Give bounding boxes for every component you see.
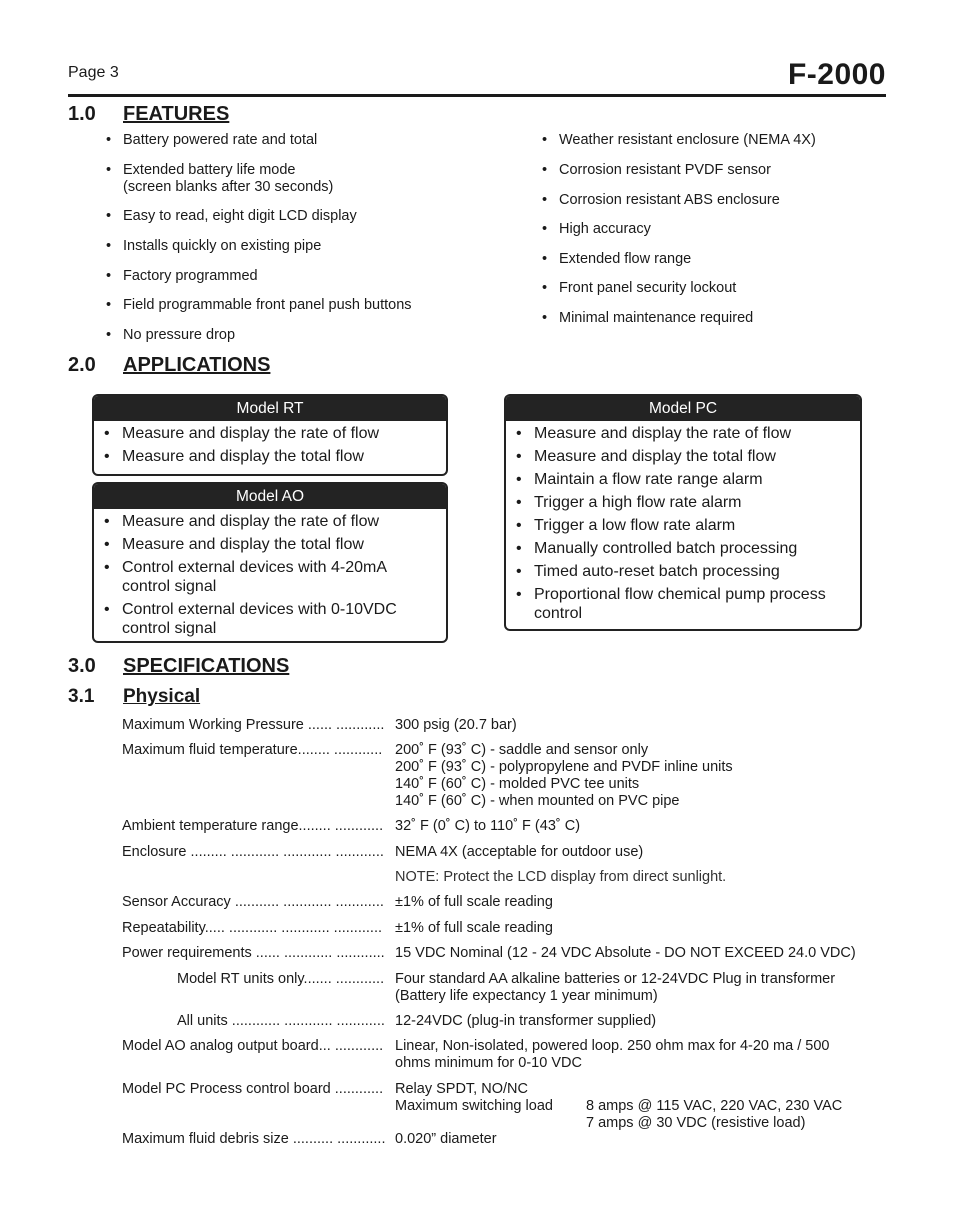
list-item: • Measure and display the total flow: [102, 447, 440, 466]
list-item: • Corrosion resistant ABS enclosure: [542, 192, 882, 221]
list-item: • Measure and display the total flow: [514, 447, 854, 466]
document-title: F-2000: [787, 58, 886, 91]
switching-load-values: 8 amps @ 115 VAC, 220 VAC, 230 VAC 7 amps @ 30 VDC (resistive load): [586, 1098, 843, 1131]
list-item: • Trigger a low flow rate alarm: [514, 516, 854, 535]
section-number: 3.0: [68, 655, 96, 677]
list-item: • Measure and display the rate of flow: [102, 424, 440, 443]
list-item: • Trigger a high flow rate alarm: [514, 493, 854, 512]
page-label: Page 3: [68, 64, 119, 81]
list-item: • Weather resistant enclosure (NEMA 4X): [542, 132, 882, 162]
list-item: • No pressure drop: [106, 327, 506, 347]
list-item: • Extended battery life mode (screen blanks after 30 seconds): [106, 162, 506, 208]
section-number: 2.0: [68, 354, 96, 376]
list-item: • Measure and display the total flow: [102, 535, 440, 554]
list-item: • Control external devices with 4-20mA control signal: [102, 558, 440, 596]
list-item: • High accuracy: [542, 221, 882, 251]
section-title: FEATURES: [123, 103, 230, 125]
switching-load-label: Maximum switching load: [395, 1098, 553, 1114]
list-item: • Manually controlled batch processing: [514, 539, 854, 558]
list-item: • Factory programmed: [106, 268, 506, 297]
list-item: • Extended flow range: [542, 251, 882, 280]
section-number: 1.0: [68, 103, 96, 125]
model-pc-title: Model PC: [506, 396, 860, 421]
list-item: • Measure and display the rate of flow: [102, 512, 440, 531]
section-number: 3.1: [68, 686, 95, 707]
spec-table: Maximum Working Pressure ...... ............ 300 psig (20.7 bar) Maximum fluid temperature........ ............ 200˚ F (93˚ C) - saddle and sensor only 200˚ F (93˚ C) - polypropylene and PVDF inline units 140˚ F (60˚ C) - molded PVC tee units 140˚ F (60˚ C) - when mounted on PVC pipe Ambient temperature range........ ............ 32˚ F (0˚ C) to 110˚ F (43˚ C) Enclosure ......... ............ ............ ............ NEMA 4X (acceptable for outdoor use) NOTE: Protect the LCD display from direct sunlight. Sensor Accuracy ........... ............ ............ ±1% of full scale reading Repeatability..... ............ ............ ............ ±1% of full scale reading Power requirements ...... ............ ............ 15 VDC Nominal (12 - 24 VDC Absolute - DO NOT EXCEED 24.0 VDC) Model RT units only....... ............ Four standard AA alkaline batteries or 12-24VDC Plug in transformer (Battery life expectancy 1 year minimum) All units ............ ............ ............ 12-24VDC (plug-in transformer supplied) Model AO analog output board... ............ Linear, Non-isolated, powered loop. 250 ohm max for 4-20 ma / 500 ohms minimum for 0-10 VDC Model PC Process control board ............ Relay SPDT, NO/NC Maximum switching load 8 amps @ 115 VAC, 220 VAC, 230 VAC 7 amps @ 30 VDC (resistive load) Maximum fluid debris size .......... ............ 0.020” diameter: [122, 717, 856, 1147]
section-title: APPLICATIONS: [123, 354, 271, 376]
list-item: • Installs quickly on existing pipe: [106, 238, 506, 268]
section-title: SPECIFICATIONS: [123, 655, 290, 677]
list-item: • Easy to read, eight digit LCD display: [106, 208, 506, 238]
list-item: • Timed auto-reset batch processing: [514, 562, 854, 581]
list-item: • Battery powered rate and total: [106, 132, 506, 162]
list-item: • Maintain a flow rate range alarm: [514, 470, 854, 489]
section-title: Physical: [123, 686, 201, 707]
list-item: • Control external devices with 0-10VDC control signal: [102, 600, 440, 638]
model-ao-title: Model AO: [94, 484, 446, 509]
enclosure-note: NOTE: Protect the LCD display from direct sunlight.: [395, 869, 727, 885]
list-item: • Field programmable front panel push buttons: [106, 297, 506, 327]
list-item: • Front panel security lockout: [542, 280, 882, 310]
list-item: • Proportional flow chemical pump process control: [514, 585, 854, 623]
model-rt-title: Model RT: [94, 396, 446, 421]
list-item: • Corrosion resistant PVDF sensor: [542, 162, 882, 192]
list-item: • Measure and display the rate of flow: [514, 424, 854, 443]
list-item: • Minimal maintenance required: [542, 310, 882, 330]
